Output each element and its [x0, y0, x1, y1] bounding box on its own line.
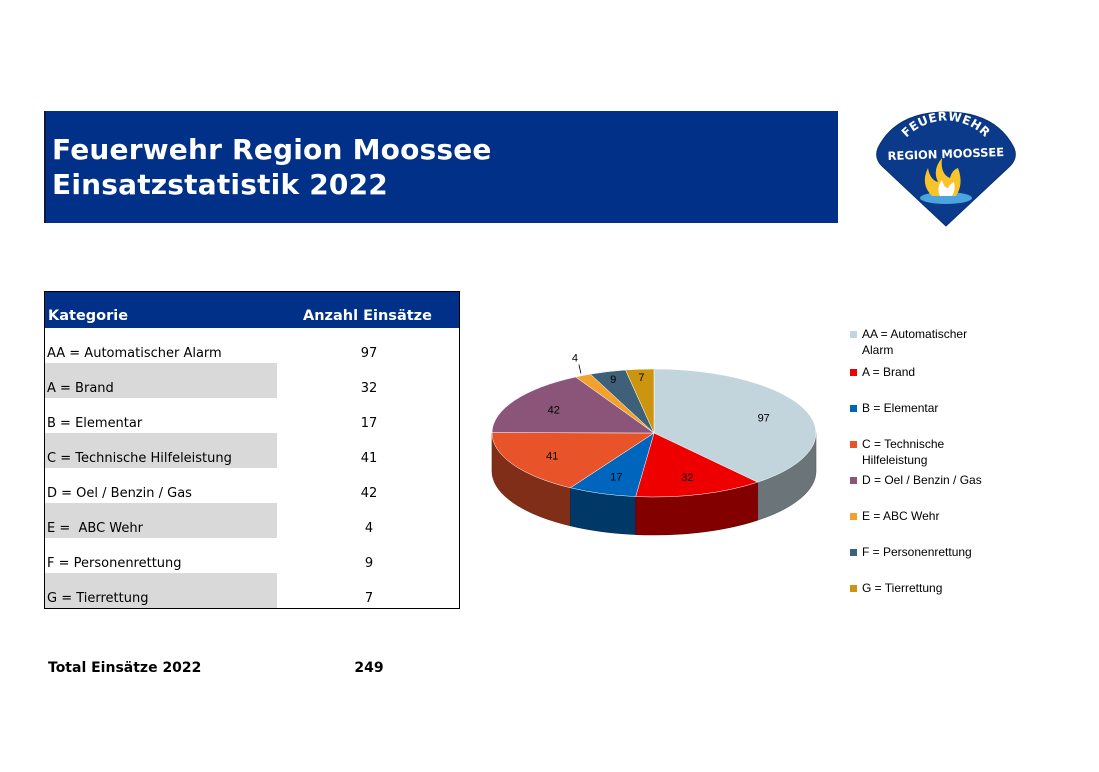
legend-swatch	[850, 405, 857, 412]
table-row	[45, 398, 459, 433]
total-label: Total Einsätze 2022	[48, 660, 202, 676]
row-category: E = ABC Wehr	[47, 521, 143, 536]
pie-data-label: 4	[571, 352, 578, 365]
legend-label: G = Tierrettung	[862, 581, 943, 595]
legend-label: AA = Automatischer Alarm	[862, 327, 968, 357]
column-header-category: Kategorie	[48, 308, 129, 324]
row-category: C = Technische Hilfeleistung	[47, 451, 232, 466]
pie-data-label: 9	[610, 374, 617, 387]
table-header	[45, 292, 459, 328]
legend-label: B = Elementar	[862, 401, 939, 415]
logo-subtext: REGION MOOSSEE	[887, 144, 1005, 164]
title-banner	[44, 111, 838, 223]
row-count: 32	[360, 381, 378, 396]
legend-swatch	[850, 369, 857, 376]
pie-data-label: 32	[681, 472, 694, 485]
table-row	[45, 573, 459, 608]
total-value: 249	[354, 660, 384, 676]
legend-label: F = Personenrettung	[862, 545, 972, 559]
row-category: A = Brand	[47, 381, 114, 396]
row-category: G = Tierrettung	[47, 591, 149, 606]
table-row	[45, 538, 459, 573]
row-count: 7	[364, 591, 374, 606]
table-row	[45, 468, 459, 503]
pie-data-label: 42	[547, 404, 560, 417]
row-category: D = Oel / Benzin / Gas	[47, 486, 192, 501]
pie-chart	[478, 340, 838, 580]
pie-data-label: 41	[546, 450, 559, 463]
row-category: F = Personenrettung	[47, 556, 182, 571]
title-line-2: Einsatzstatistik 2022	[52, 168, 388, 201]
pie-data-label: 97	[757, 412, 770, 425]
table-row	[45, 503, 459, 538]
legend-label: C = Technische Hilfeleistung	[862, 437, 945, 467]
pie-data-label: 17	[610, 471, 623, 484]
pie-data-label: 7	[638, 371, 645, 384]
pie-label-leader	[579, 364, 581, 373]
legend-swatch	[850, 477, 857, 484]
row-count: 97	[360, 346, 378, 361]
column-header-count: Anzahl Einsätze	[303, 308, 432, 324]
legend-swatch	[850, 441, 857, 448]
chart-legend	[846, 326, 991, 606]
logo-text: FEUERWEHR	[898, 109, 994, 140]
legend-swatch	[850, 549, 857, 556]
row-count: 42	[360, 486, 378, 501]
statistics-table	[44, 291, 460, 609]
row-count: 9	[364, 556, 374, 571]
feuerwehr-logo	[870, 108, 1022, 230]
legend-swatch	[850, 331, 857, 338]
legend-label: E = ABC Wehr	[862, 509, 940, 523]
table-row	[45, 328, 459, 363]
legend-label: A = Brand	[862, 365, 916, 379]
row-category: AA = Automatischer Alarm	[47, 346, 222, 361]
table-row	[45, 433, 459, 468]
table-row	[45, 363, 459, 398]
legend-label: D = Oel / Benzin / Gas	[862, 473, 982, 487]
title-line-1: Feuerwehr Region Moossee	[52, 133, 492, 166]
legend-swatch	[850, 585, 857, 592]
row-count: 17	[360, 416, 378, 431]
legend-swatch	[850, 513, 857, 520]
row-count: 41	[360, 451, 378, 466]
row-count: 4	[364, 521, 374, 536]
row-category: B = Elementar	[47, 416, 143, 431]
